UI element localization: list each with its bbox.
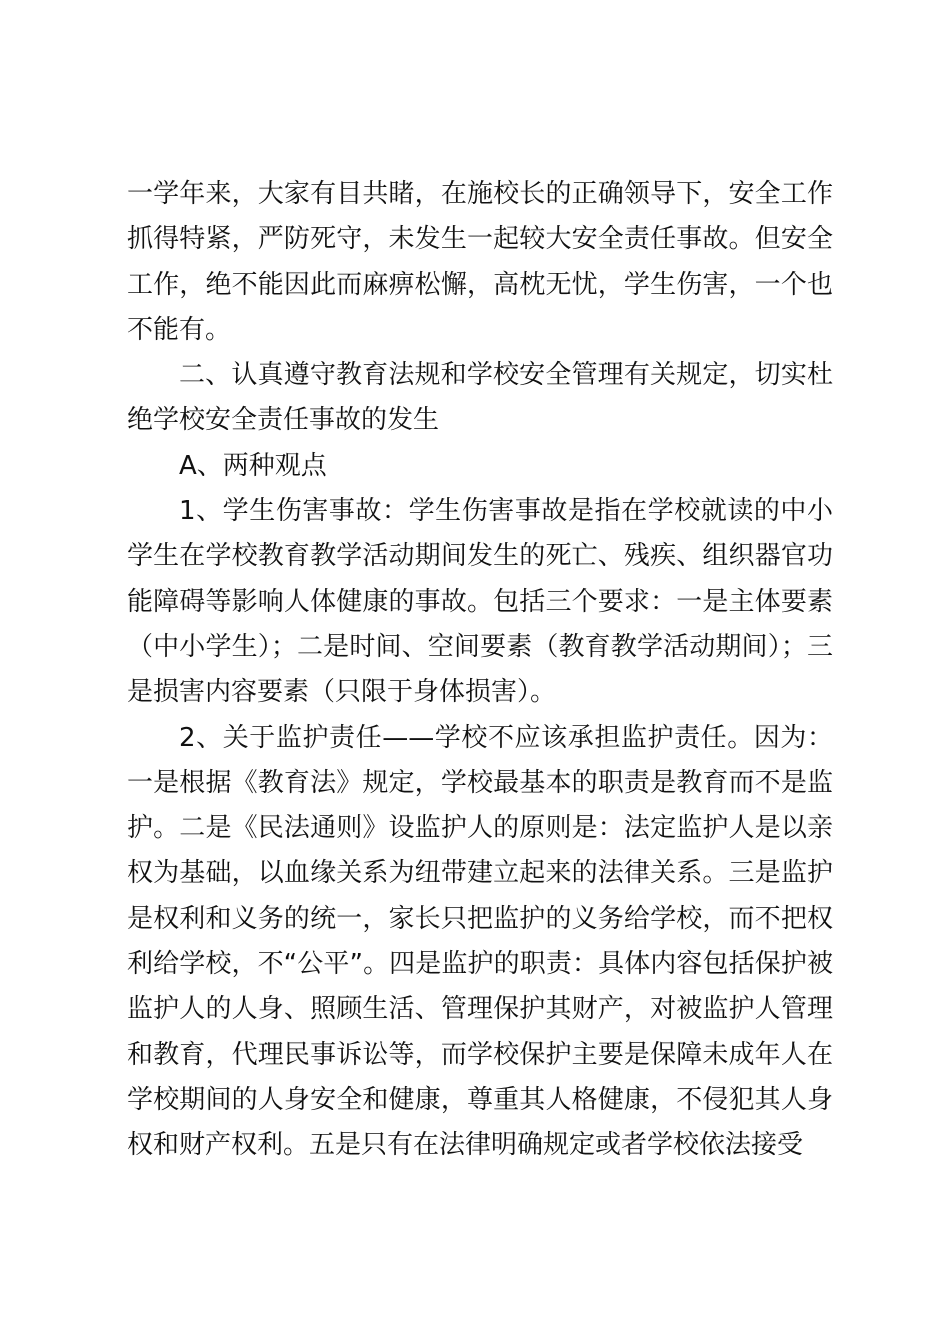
- subsection-heading-a: A、两种观点: [179, 450, 327, 481]
- section-heading-2: 二、认真遵守教育法规和学校安全管理有关规定，切实杜绝学校安全责任事故的发生: [127, 360, 833, 436]
- document-body: [127, 172, 833, 1169]
- paragraph-intro: 一学年来，大家有目共睹，在施校长的正确领导下，安全工作抓得特紧，严防死守，未发生一起较大安全责任事故。但安全工作，绝不能因此而麻痹松懈，高枕无忧，学生伤害，一个也不能有。: [127, 179, 833, 345]
- paragraph-item-1: 1、学生伤害事故：学生伤害事故是指在学校就读的中小学生在学校教育教学活动期间发生的死亡、残疾、组织器官功能障碍等影响人体健康的事故。包括三个要求：一是主体要素（中小学生）；二是时间、空间要素（教育教学活动期间）；三是损害内容要素（只限于身体损害）。: [127, 496, 833, 708]
- paragraph-item-2: 2、关于监护责任——学校不应该承担监护责任。因为：一是根据《教育法》规定，学校最基本的职责是教育而不是监护。二是《民法通则》设监护人的原则是：法定监护人是以亲权为基础，以血缘关系为纽带建立起来的法律关系。三是监护是权利和义务的统一，家长只把监护的义务给学校，而不把权利给学校，不“公平”。四是监护的职责：具体内容包括保护被监护人的人身、照顾生活、管理保护其财产，对被监护人管理和教育，代理民事诉讼等，而学校保护主要是保障未成年人在学校期间的人身安全和健康，尊重其人格健康，不侵犯其人身权和财产权利。五是只有在法律明确规定或者学校依法接受: [127, 722, 833, 1161]
